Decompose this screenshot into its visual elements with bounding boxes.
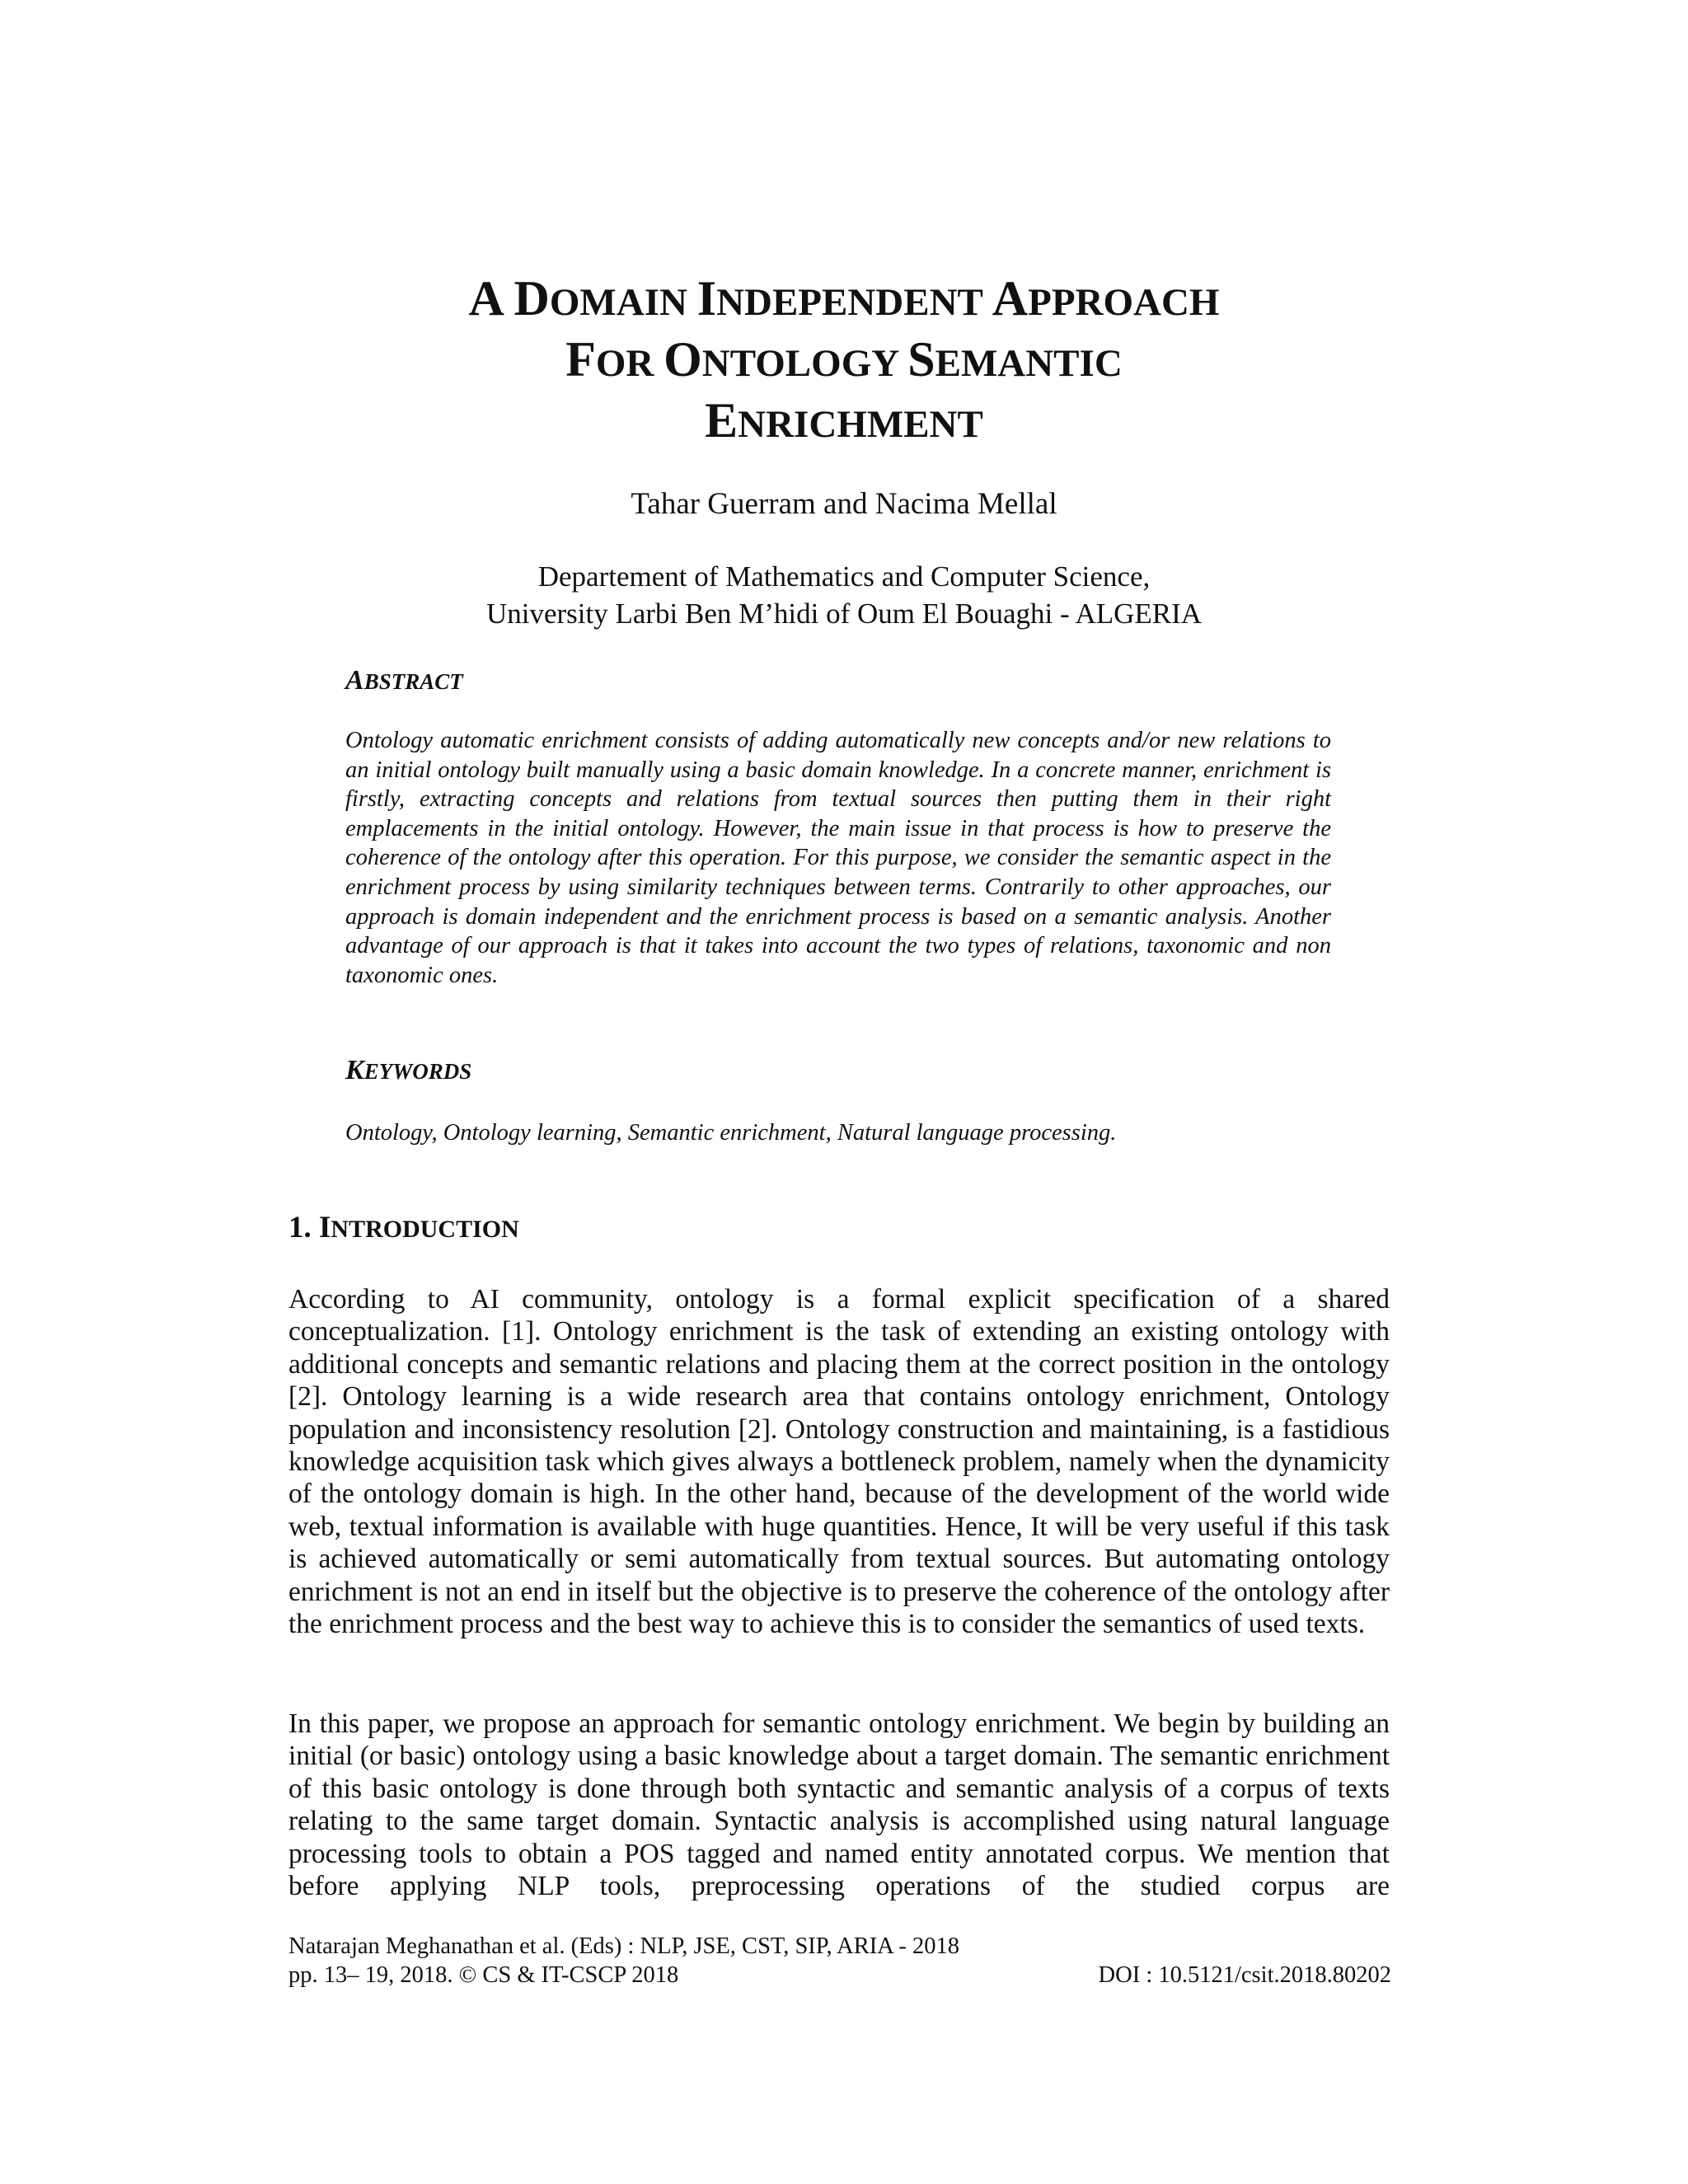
paper-title <box>0 270 1688 453</box>
title-line-3: ENRICHMENT <box>705 393 983 448</box>
footer-citation <box>288 1932 959 1990</box>
title-line-1: A DOMAIN INDEPENDENT APPROACH <box>468 271 1220 326</box>
authors: Tahar Guerram and Nacima Mellal <box>631 487 1057 521</box>
introduction-heading: 1. INTRODUCTION <box>288 1211 519 1244</box>
footer-doi: DOI : 10.5121/csit.2018.80202 <box>1098 1962 1391 1988</box>
abstract-heading: ABSTRACT <box>345 665 463 696</box>
introduction-paragraph-1: According to AI community, ontology is a formal explicit specification of a shared conceptualization. [1]. Ontology enrichment is the task of extending an existing ontology with additional concepts and semantic relations and placing them at the correct position in the ontology [2]. Ontology learning is a wide research area that contains ontology enrichment, Ontology population and inconsistency resolution [2]. Ontology construction and maintaining, is a fastidious knowledge acquisition task which gives always a bottleneck problem, namely when the dynamicity of the ontology domain is high. In the other hand, because of the development of the world wide web, textual information is available with huge quantities. Hence, It will be very useful if this task is achieved automatically or semi automatically from textual sources. But automating ontology enrichment is not an end in itself but the objective is to preserve the coherence of the ontology after the enrichment process and the best way to achieve this is to consider the semantics of used texts. <box>288 1284 1390 1640</box>
keywords-text: Ontology, Ontology learning, Semantic enrichment, Natural language processing. <box>345 1120 1117 1146</box>
footer-editors-line: Natarajan Meghanathan et al. (Eds) : NLP, JSE, CST, SIP, ARIA - 2018 <box>288 1933 960 1959</box>
abstract-text: Ontology automatic enrichment consists of adding automatically new concepts and/or new relations to an initial ontology built manually using a basic domain knowledge. In a concrete manner, enrichment is firstly, extracting concepts and relations from textual sources then putting them in their right emplacements in the initial ontology. However, the main issue in that process is how to preserve the coherence of the ontology after this operation. For this purpose, we consider the semantic aspect in the enrichment process by using similarity techniques between terms. Contrarily to other approaches, our approach is domain independent and the enrichment process is based on a semantic analysis. Another advantage of our approach is that it takes into account the two types of relations, taxonomic and non taxonomic ones. <box>345 728 1331 988</box>
introduction-paragraph-2: In this paper, we propose an approach for semantic ontology enrichment. We begin by building an initial (or basic) ontology using a basic knowledge about a target domain. The semantic enrichment of this basic ontology is done through both syntactic and semantic analysis of a corpus of texts relating to the same target domain. Syntactic analysis is accomplished using natural language processing tools to obtain a POS tagged and named entity annotated corpus. We mention that before applying NLP tools, preprocessing operations of the studied corpus are <box>288 1708 1390 1902</box>
affiliation <box>0 558 1688 632</box>
keywords-heading: KEYWORDS <box>345 1055 472 1085</box>
title-line-2: FOR ONTOLOGY SEMANTIC <box>565 332 1123 387</box>
affiliation-line-1: Departement of Mathematics and Computer Science, <box>537 560 1151 593</box>
footer-pages-line: pp. 13– 19, 2018. © CS & IT-CSCP 2018 <box>288 1962 679 1988</box>
affiliation-line-2: University Larbi Ben M’hidi of Oum El Bouaghi - ALGERIA <box>485 598 1203 630</box>
